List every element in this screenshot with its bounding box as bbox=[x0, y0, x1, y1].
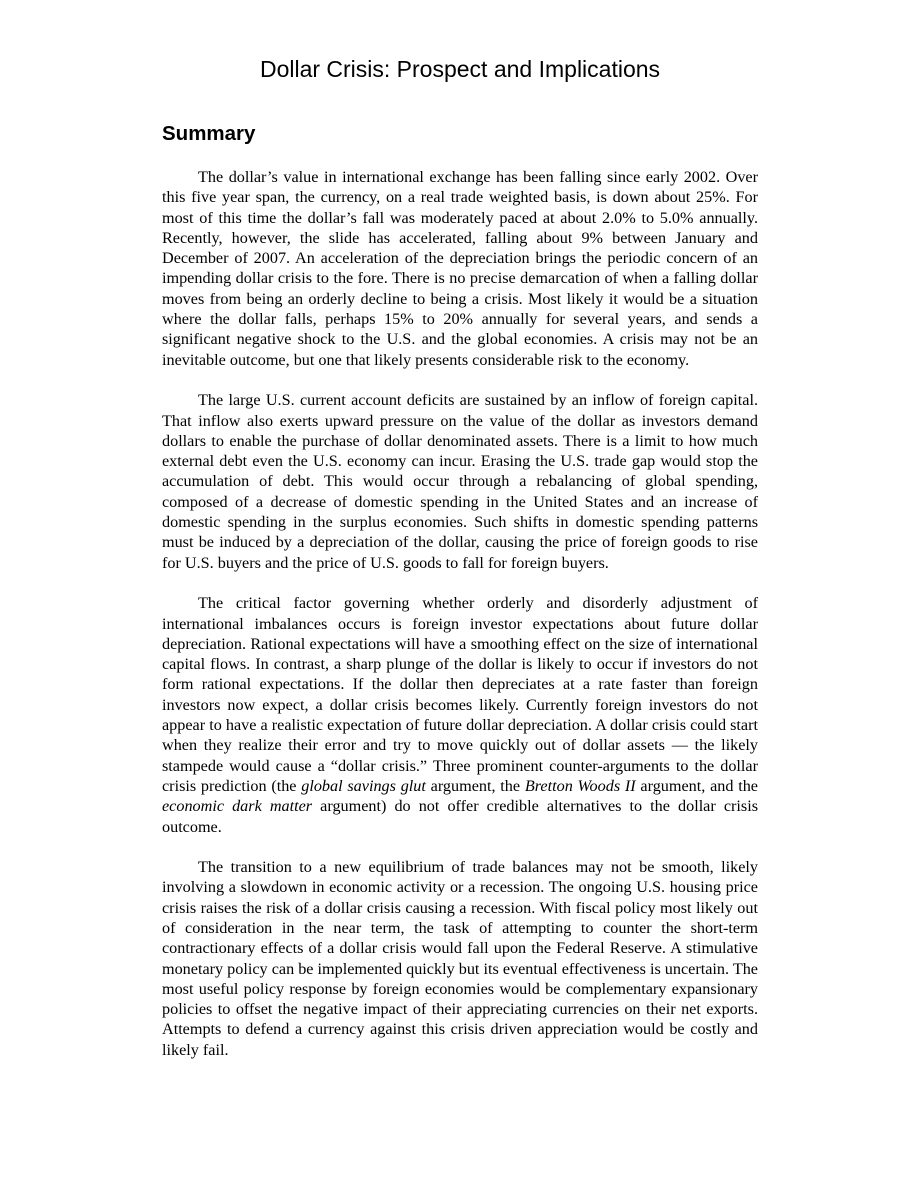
summary-paragraph-1: The dollar’s value in international exchange has been falling since early 2002. Over this five year span, the currency, on a real trade weighted basis, is down about 25%. For most of this time the dollar’s fall was moderately paced at about 2.0% to 5.0% annually. Recently, however, the slide has accelerated, falling about 9% between January and December of 2007. An acceleration of the depreciation brings the periodic concern of an impending dollar crisis to the fore. There is no precise demarcation of when a falling dollar moves from being an orderly decline to being a crisis. Most likely it would be a situation where the dollar falls, perhaps 15% to 20% annually for several years, and sends a significant negative shock to the U.S. and the global economies. A crisis may not be an inevitable outcome, but one that likely presents considerable risk to the economy. bbox=[162, 168, 758, 369]
bretton-woods-ii-term: Bretton Woods II bbox=[524, 776, 636, 795]
summary-paragraph-4: The transition to a new equilibrium of trade balances may not be smooth, likely involving a slowdown in economic activity or a recession. The ongoing U.S. housing price crisis raises the risk of a dollar crisis causing a recession. With fiscal policy most likely out of consideration in the near term, the task of attempting to counter the short-term contractionary effects of a dollar crisis would fall upon the Federal Reserve. A stimulative monetary policy can be implemented quickly but its eventual effectiveness is uncertain. The most useful policy response by foreign economies would be complementary expansionary policies to offset the negative impact of their appreciating currencies on their net exports. Attempts to defend a currency against this crisis driven appreciation would be costly and likely fail. bbox=[162, 858, 758, 1059]
summary-body bbox=[162, 167, 758, 1080]
paragraph-3-text-d: argument) do not offer credible alternatives to the dollar crisis outcome. bbox=[162, 797, 758, 836]
paragraph-3-text-a: The critical factor governing whether orderly and disorderly adjustment of international imbalances occurs is foreign investor expectations about future dollar depreciation. Rational expectations will have a smoothing effect on the size of international capital flows. In contrast, a sharp plunge of the dollar is likely to occur if investors do not form rational expectations. If the dollar then depreciates at a rate faster than foreign investors now expect, a dollar crisis becomes likely. Currently foreign investors do not appear to have a realistic expectation of future dollar depreciation. A dollar crisis could start when they realize their error and try to move quickly out of dollar assets — the likely stampede would cause a “dollar crisis.” Three prominent counter-arguments to the dollar crisis prediction (the bbox=[162, 594, 758, 795]
paragraph-3-text-b: argument, the bbox=[425, 776, 525, 795]
summary-paragraph-3 bbox=[162, 593, 758, 837]
document-title: Dollar Crisis: Prospect and Implications bbox=[259, 56, 661, 82]
summary-paragraph-2: The large U.S. current account deficits are sustained by an inflow of foreign capital. That inflow also exerts upward pressure on the value of the dollar as investors demand dollars to enable the purchase of dollar denominated assets. There is a limit to how much external debt even the U.S. economy can incur. Erasing the U.S. trade gap would stop the accumulation of debt. This would occur through a rebalancing of global spending, composed of a decrease of domestic spending in the United States and an increase of domestic spending in the surplus economies. Such shifts in domestic spending patterns must be induced by a depreciation of the dollar, causing the price of foreign goods to rise for U.S. buyers and the price of U.S. goods to fall for foreign buyers. bbox=[162, 391, 758, 572]
paragraph-3-text-c: argument, and the bbox=[635, 776, 758, 795]
global-savings-glut-term: global savings glut bbox=[301, 776, 426, 795]
summary-heading: Summary bbox=[162, 122, 256, 145]
economic-dark-matter-term: economic dark matter bbox=[162, 797, 313, 816]
